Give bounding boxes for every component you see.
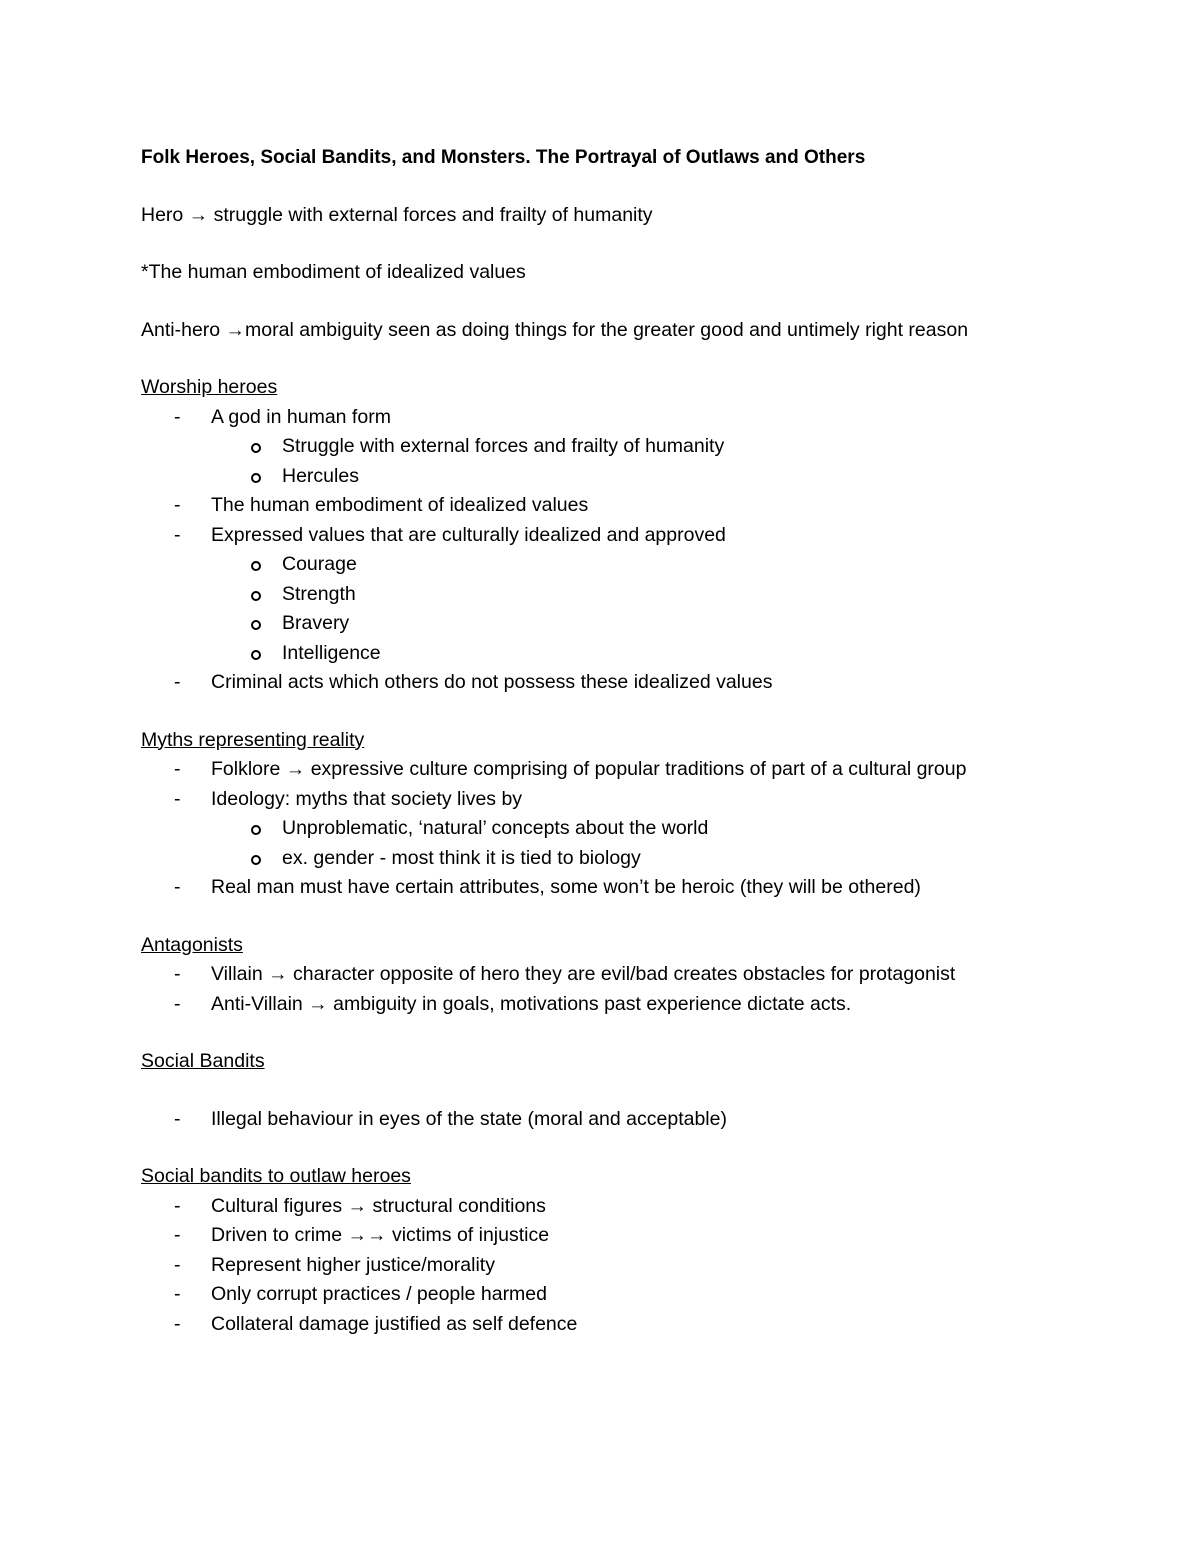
list-item [141, 1310, 1071, 1340]
dash-bullet: - [174, 876, 181, 898]
section-heading-outlaw-heroes: Social bandits to outlaw heroes [141, 1165, 411, 1187]
dash-bullet: - [174, 1253, 181, 1276]
list-item-text: Villain → character opposite of hero they are evil/bad creates obstacles for protagonist [211, 963, 956, 985]
dash-bullet: - [174, 523, 181, 546]
outlaw-heroes-list [141, 1192, 1071, 1340]
list-item-text: The human embodiment of idealized values [211, 494, 589, 516]
list-item-text: Expressed values that are culturally idealized and approved [211, 523, 726, 546]
list-item [141, 668, 1071, 698]
list-item-text: A god in human form [211, 405, 391, 428]
antagonists-list [141, 960, 1071, 1019]
list-item-text: Folklore → expressive culture comprising of popular traditions of part of a cultural group [211, 758, 967, 780]
circle-bullet-icon [251, 650, 261, 660]
dash-bullet: - [174, 405, 181, 428]
list-item-text: Collateral damage justified as self defence [211, 1312, 578, 1335]
sub-list-item [211, 550, 1071, 580]
list-item-text: Represent higher justice/morality [211, 1253, 495, 1276]
list-item [141, 990, 1071, 1020]
list-item [141, 403, 1071, 492]
circle-bullet-icon [251, 473, 261, 483]
dash-bullet: - [174, 787, 181, 810]
sub-list-item-text: Bravery [282, 612, 350, 634]
circle-bullet-icon [251, 443, 261, 453]
dash-bullet: - [174, 1107, 181, 1130]
antihero-definition: Anti-hero →moral ambiguity seen as doing things for the greater good and untimely right reason [141, 318, 969, 341]
dash-bullet: - [174, 671, 181, 693]
sub-list-item [211, 609, 1071, 639]
sub-list-item [211, 639, 1071, 669]
list-item [141, 1221, 1071, 1251]
sub-list-item [211, 844, 1071, 874]
dash-bullet: - [174, 963, 181, 985]
circle-bullet-icon [251, 591, 261, 601]
dash-bullet: - [174, 992, 181, 1015]
section-heading-myths: Myths representing reality [141, 728, 365, 751]
list-item [141, 785, 1071, 874]
section-heading-social-bandits: Social Bandits [141, 1050, 265, 1072]
circle-bullet-icon [251, 561, 261, 571]
sub-list-item-text: Strength [282, 582, 356, 605]
list-item [141, 1192, 1071, 1222]
hero-definition: Hero → struggle with external forces and frailty of humanity [141, 203, 653, 226]
sub-list-item-text: Intelligence [282, 641, 381, 664]
list-item-text: Driven to crime →→ victims of injustice [211, 1224, 550, 1246]
circle-bullet-icon [251, 825, 261, 835]
sub-list-item [211, 432, 1071, 462]
worship-heroes-list [141, 403, 1071, 698]
list-item [141, 1105, 1071, 1135]
dash-bullet: - [174, 1312, 181, 1335]
list-item [141, 521, 1071, 669]
sub-list [211, 432, 1071, 491]
sub-list-item [211, 580, 1071, 610]
list-item [141, 755, 1071, 785]
sub-list-item-text: ex. gender - most think it is tied to biology [282, 846, 641, 869]
list-item-text: Real man must have certain attributes, some won’t be heroic (they will be othered) [211, 876, 921, 898]
social-bandits-list [141, 1105, 1071, 1135]
sub-list-item-text: Courage [282, 553, 357, 575]
sub-list [211, 550, 1071, 668]
myths-list [141, 755, 1071, 903]
dash-bullet: - [174, 758, 181, 780]
list-item [141, 960, 1071, 990]
document-body [141, 143, 1071, 1339]
embodiment-note: *The human embodiment of idealized values [141, 261, 526, 283]
circle-bullet-icon [251, 620, 261, 630]
list-item [141, 491, 1071, 521]
sub-list-item-text: Struggle with external forces and frailty of humanity [282, 435, 725, 457]
sub-list-item [211, 814, 1071, 844]
list-item [141, 1280, 1071, 1310]
list-item [141, 873, 1071, 903]
list-item-text: Only corrupt practices / people harmed [211, 1283, 547, 1305]
document-title: Folk Heroes, Social Bandits, and Monsters. The Portrayal of Outlaws and Others [141, 147, 866, 168]
sub-list-item-text: Hercules [282, 464, 359, 487]
list-item [141, 1251, 1071, 1281]
dash-bullet: - [174, 1194, 181, 1217]
list-item-text: Anti-Villain → ambiguity in goals, motivations past experience dictate acts. [211, 992, 852, 1015]
dash-bullet: - [174, 1283, 181, 1305]
sub-list [211, 814, 1071, 873]
dash-bullet: - [174, 1224, 181, 1246]
circle-bullet-icon [251, 855, 261, 865]
sub-list-item-text: Unproblematic, ‘natural’ concepts about the world [282, 817, 709, 839]
list-item-text: Cultural figures → structural conditions [211, 1194, 546, 1217]
list-item-text: Illegal behaviour in eyes of the state (moral and acceptable) [211, 1107, 727, 1130]
list-item-text: Criminal acts which others do not possess these idealized values [211, 671, 773, 693]
section-heading-worship-heroes: Worship heroes [141, 376, 278, 398]
section-heading-antagonists: Antagonists [141, 933, 243, 956]
sub-list-item [211, 462, 1071, 492]
dash-bullet: - [174, 494, 181, 516]
list-item-text: Ideology: myths that society lives by [211, 787, 523, 810]
